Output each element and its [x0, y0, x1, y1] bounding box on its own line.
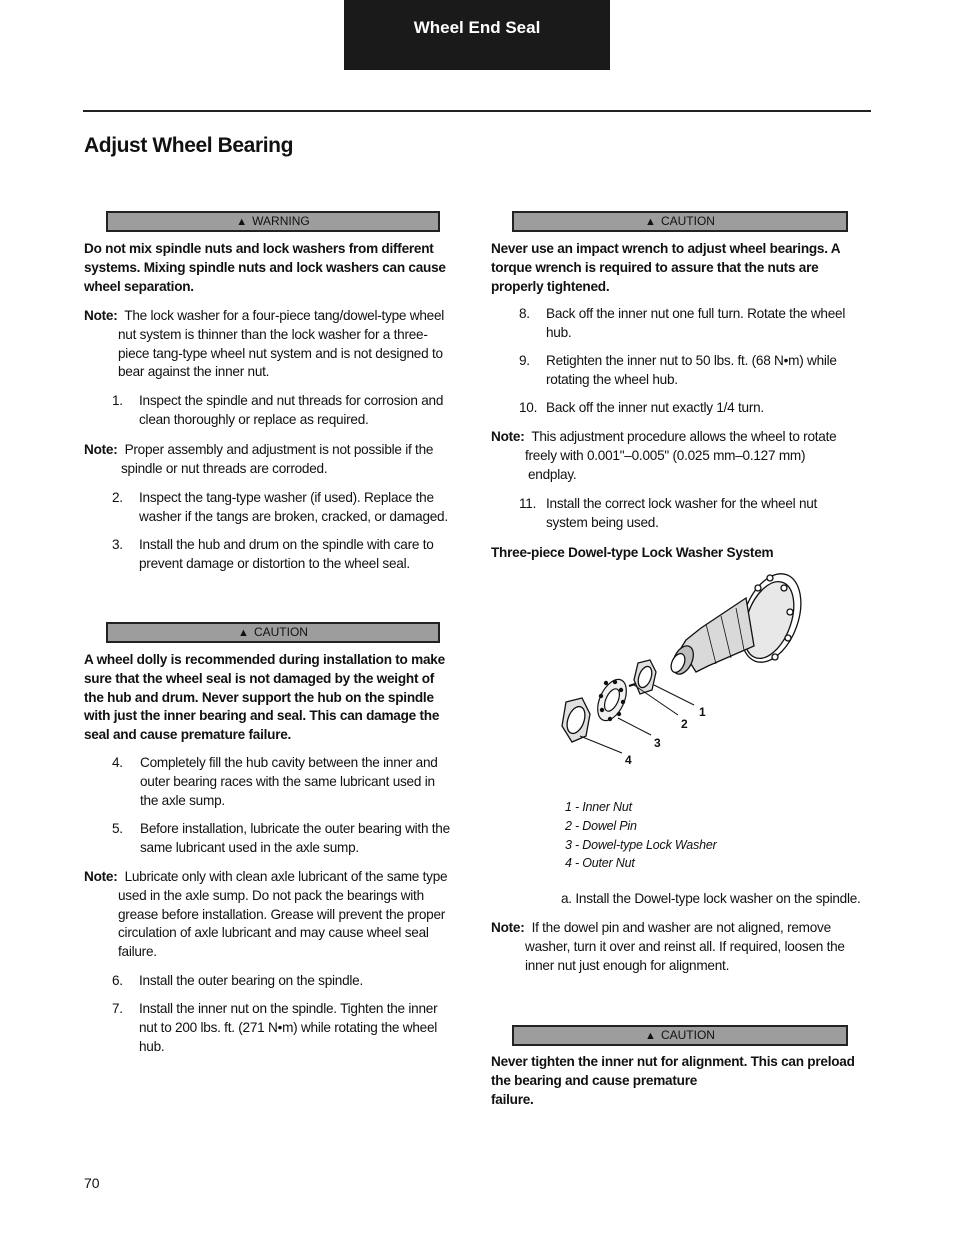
step-text: Completely fill the hub cavity between the inner and outer bearing races with the same lubricant used in the axle sump.	[140, 755, 438, 808]
step-text: Before installation, lubricate the outer bearing with the same lubricant used in the axle sump.	[140, 821, 450, 855]
note-label: Note:	[84, 442, 118, 457]
legend-item: 4 - Outer Nut	[565, 856, 635, 871]
callout-2: 2	[681, 717, 688, 731]
page-title: Adjust Wheel Bearing	[84, 134, 294, 157]
note-text: If the dowel pin and washer are not aligned, remove	[531, 920, 831, 935]
header-rule	[83, 110, 871, 112]
note-text-continued: spindle or nut threads are corroded.	[121, 460, 328, 476]
step-number: 1.	[112, 393, 123, 408]
step-text: Back off the inner nut exactly 1/4 turn.	[546, 400, 764, 415]
step-number: 10.	[519, 400, 538, 415]
step-number: 7.	[112, 1001, 123, 1016]
warning-triangle-icon: ▲	[236, 216, 248, 228]
caution-line: the bearing and cause premature	[491, 1072, 698, 1088]
callout-3: 3	[654, 736, 661, 750]
caution-text: Never use an impact wrench to adjust wheel bearings. A torque wrench is required to assure that the nuts are properly tightened.	[491, 241, 840, 294]
legend-item: 3 - Dowel-type Lock Washer	[565, 837, 717, 852]
page-number: 70	[84, 1175, 100, 1191]
note-text: The lock washer for a four-piece tang/dowel-type wheel	[124, 308, 445, 323]
step-number: 9.	[519, 353, 530, 368]
inner-nut-part	[634, 660, 656, 694]
note-text: Lubricate only with clean axle lubricant of the same type	[124, 869, 448, 884]
note-3	[84, 868, 452, 962]
caution-banner	[512, 211, 848, 232]
step-text: Install the hub and drum on the spindle with care to prevent damage or distortion to the wheel seal.	[139, 537, 434, 571]
caution-text-2	[491, 1053, 861, 1109]
step-text: Retighten the inner nut to 50 lbs. ft. (68 N•m) while rotating the wheel hub.	[546, 353, 837, 387]
section-tab: Wheel End Seal	[344, 0, 610, 70]
step-text: Inspect the tang-type washer (if used). Replace the washer if the tangs are broken, cracked, or damaged.	[139, 490, 448, 524]
step-number: 4.	[112, 755, 123, 770]
step-text: Back off the inner nut one full turn. Rotate the wheel hub.	[546, 306, 846, 340]
warning-triangle-icon: ▲	[238, 627, 249, 639]
note-text-continued: freely with 0.001"–0.005" (0.025 mm–0.127 mm)	[525, 447, 806, 463]
note-5	[491, 919, 859, 975]
caution-line: failure.	[491, 1091, 534, 1107]
note-text: Proper assembly and adjustment is not possible if the	[124, 442, 434, 457]
note-text-continued: nut system is thinner than the lock washer for a three-piece tang-type wheel nut system and is not designed to bear against the inner nut.	[118, 326, 443, 380]
spindle-washer-figure	[546, 568, 816, 778]
warning-label: WARNING	[252, 214, 310, 228]
step-number: 5.	[112, 821, 123, 836]
figure-subheading: Three-piece Dowel-type Lock Washer System	[491, 545, 774, 560]
warning-banner	[106, 211, 440, 232]
step-text: Install the inner nut on the spindle. Tighten the inner nut to 200 lbs. ft. (271 N•m) while rotating the wheel hub.	[139, 1001, 438, 1054]
legend-item: 1 - Inner Nut	[565, 800, 632, 814]
step-text: Inspect the spindle and nut threads for corrosion and clean thoroughly or replace as required.	[139, 393, 444, 427]
step-number: 3.	[112, 537, 123, 552]
caution-label: CAUTION	[253, 625, 308, 639]
note-1	[84, 307, 452, 382]
step-a: a. Install the Dowel-type lock washer on the spindle.	[561, 891, 861, 906]
note-label: Note:	[84, 869, 118, 884]
callout-leaders	[580, 685, 694, 753]
step-number: 2.	[112, 490, 123, 505]
caution-text: A wheel dolly is recommended during installation to make sure that the wheel seal is not damaged by the weight of the hub and drum. Never support the hub on the spindle with just the inner bearing and seal. This can damage the seal and cause premature failure.	[84, 652, 445, 743]
note-text-continued: used in the axle sump. Do not pack the bearings with grease before installation. Grease will prevent the proper circulation of axle lubricant and may cause wheel seal failure.	[118, 887, 446, 960]
step-number: 11.	[519, 496, 537, 511]
note-4	[491, 428, 859, 484]
note-text-continued: endplay.	[528, 466, 577, 482]
warning-triangle-icon: ▲	[645, 1030, 656, 1042]
note-text: This adjustment procedure allows the wheel to rotate	[531, 429, 837, 444]
spindle-illustration	[668, 568, 812, 677]
callout-1: 1	[699, 705, 706, 719]
caution-banner	[106, 622, 440, 643]
caution-line: Never tighten the inner nut for alignment. This can preload	[491, 1054, 855, 1069]
step-text: Install the correct lock washer for the wheel nut system being used.	[546, 496, 818, 530]
caution-label: CAUTION	[660, 214, 715, 228]
caution-label: CAUTION	[660, 1028, 715, 1042]
step-number: 8.	[519, 306, 530, 321]
step-text: Install the outer bearing on the spindle.	[139, 973, 364, 988]
note-label: Note:	[491, 429, 525, 444]
callout-4: 4	[625, 753, 632, 767]
caution-banner-2	[512, 1025, 848, 1046]
step-number: 6.	[112, 973, 123, 988]
figure-legend	[565, 798, 717, 873]
note-text-continued: washer, turn it over and reinst all. If required, loosen the inner nut just enough for alignment.	[525, 938, 845, 973]
warning-triangle-icon: ▲	[645, 216, 656, 228]
note-label: Note:	[491, 920, 525, 935]
note-2	[84, 441, 452, 479]
legend-item: 2 - Dowel Pin	[565, 818, 637, 833]
warning-text: Do not mix spindle nuts and lock washers from different systems. Mixing spindle nuts and lock washers can cause wheel separation.	[84, 241, 446, 294]
note-label: Note:	[84, 308, 118, 323]
outer-nut-part	[562, 698, 590, 742]
lock-washer-part	[592, 675, 632, 725]
